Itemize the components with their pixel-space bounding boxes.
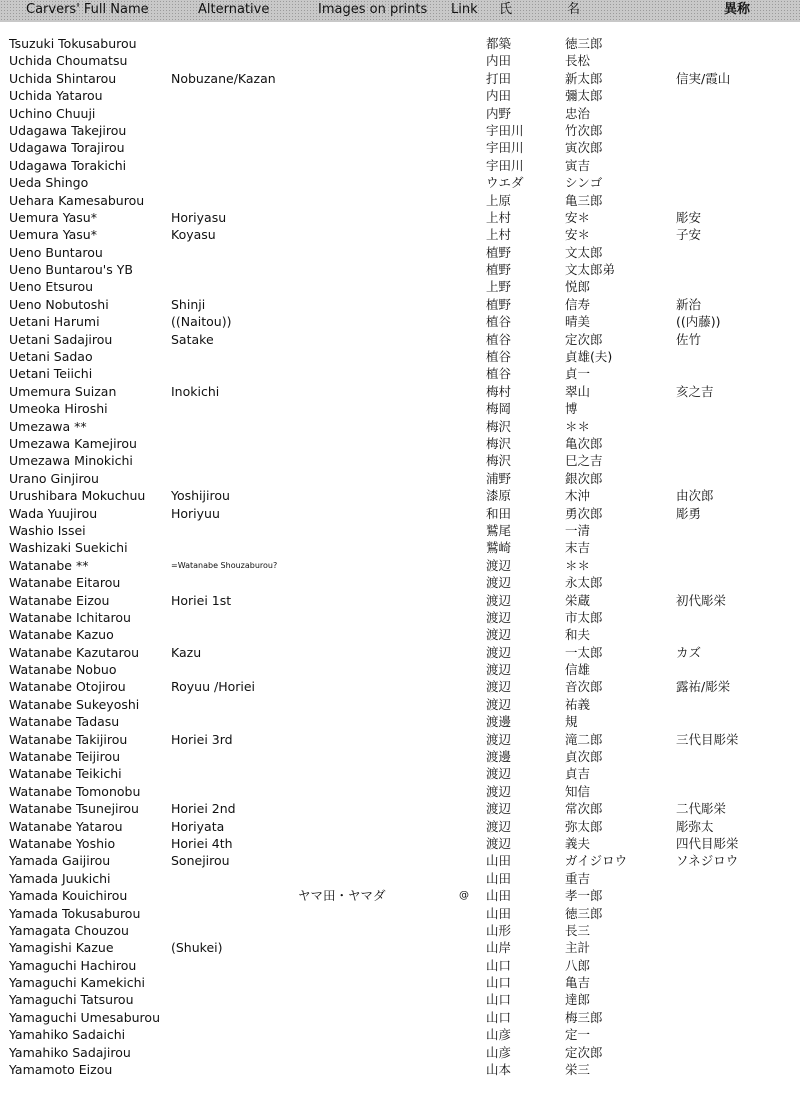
surname-kanji: 宇田川 [486, 140, 524, 156]
table-row [0, 226, 800, 243]
table-row [0, 522, 800, 539]
given-name-kanji: 貞吉 [565, 766, 591, 782]
alternative-name: Sonejirou [171, 853, 230, 869]
surname-kanji: 上村 [486, 209, 512, 225]
given-name-kanji: 祐義 [565, 696, 591, 712]
carver-full-name: Yamaguchi Tatsurou [9, 992, 134, 1008]
carver-full-name: Uetani Sadajirou [9, 331, 113, 347]
table-row [0, 122, 800, 139]
given-name-kanji: 規 [565, 714, 578, 730]
surname-kanji: 植谷 [486, 314, 512, 330]
given-name-kanji: 市太郎 [565, 609, 603, 625]
header-link: Link [451, 2, 478, 17]
given-name-kanji: 一太郎 [565, 644, 603, 660]
carver-full-name: Washizaki Suekichi [9, 540, 128, 556]
table-row [0, 105, 800, 122]
surname-kanji: 渡辺 [486, 696, 512, 712]
surname-kanji: 山本 [486, 1062, 512, 1078]
given-name-kanji: 悦郎 [565, 279, 591, 295]
carver-full-name: Uchida Shintarou [9, 70, 117, 86]
table-row [0, 52, 800, 69]
given-name-kanji: 定次郎 [565, 1044, 603, 1060]
given-name-kanji: 孝一郎 [565, 888, 603, 904]
alias-kanji: 彫勇 [676, 505, 702, 521]
header-images-on-prints: Images on prints [318, 2, 428, 17]
table-row [0, 626, 800, 643]
surname-kanji: 渡辺 [486, 801, 512, 817]
table-row [0, 400, 800, 417]
carver-full-name: Umeoka Hiroshi [9, 401, 108, 417]
surname-kanji: 植野 [486, 296, 512, 312]
table-row [0, 157, 800, 174]
surname-kanji: 梅村 [486, 383, 512, 399]
surname-kanji: 植野 [486, 262, 512, 278]
carver-full-name: Uetani Teiichi [9, 366, 93, 382]
surname-kanji: 渡辺 [486, 818, 512, 834]
table-row [0, 1026, 800, 1043]
table-row [0, 192, 800, 209]
table-row [0, 174, 800, 191]
carver-full-name: Umemura Suizan [9, 383, 117, 399]
table-row [0, 505, 800, 522]
carver-full-name: Ueno Buntarou [9, 244, 103, 260]
header-full-name: Carvers' Full Name [26, 2, 149, 17]
surname-kanji: 漆原 [486, 488, 512, 504]
surname-kanji: 植谷 [486, 366, 512, 382]
table-row [0, 209, 800, 226]
carver-full-name: Wada Yuujirou [9, 505, 98, 521]
carver-full-name: Udagawa Takejirou [9, 122, 127, 138]
carver-full-name: Yamagata Chouzou [9, 922, 129, 938]
carver-full-name: Ueno Nobutoshi [9, 296, 109, 312]
carver-full-name: Watanabe Eitarou [9, 575, 121, 591]
surname-kanji: 山口 [486, 1009, 512, 1025]
carver-full-name: Watanabe Sukeyoshi [9, 696, 140, 712]
given-name-kanji: 常次郎 [565, 801, 603, 817]
carver-full-name: Uchida Yatarou [9, 88, 103, 104]
carver-full-name: Yamada Gaijirou [9, 853, 111, 869]
given-name-kanji: 徳三郎 [565, 36, 603, 51]
given-name-kanji: 忠治 [565, 105, 591, 121]
surname-kanji: 山彦 [486, 1044, 512, 1060]
table-row [0, 678, 800, 695]
table-row [0, 835, 800, 852]
alias-kanji: 亥之吉 [676, 383, 714, 399]
carver-full-name: Tsuzuki Tokusaburou [9, 36, 137, 51]
table-header [0, 0, 800, 22]
surname-kanji: 浦野 [486, 470, 512, 486]
table-row [0, 748, 800, 765]
given-name-kanji: 木沖 [565, 488, 591, 504]
given-name-kanji: 栄蔵 [565, 592, 591, 608]
given-name-kanji: 末吉 [565, 540, 591, 556]
table-row [0, 574, 800, 591]
alias-kanji: 彫安 [676, 209, 702, 225]
given-name-kanji: 定一 [565, 1027, 591, 1043]
given-name-kanji: 新太郎 [565, 70, 603, 86]
table-row [0, 35, 800, 52]
surname-kanji: 山田 [486, 870, 512, 886]
alternative-name: Kazu [171, 644, 202, 660]
carver-full-name: Yamaguchi Umesaburou [9, 1009, 160, 1025]
table-row [0, 435, 800, 452]
surname-kanji: 渡辺 [486, 783, 512, 799]
carver-full-name: Watanabe Kazutarou [9, 644, 140, 660]
given-name-kanji: 徳三郎 [565, 905, 603, 921]
table-row [0, 783, 800, 800]
surname-kanji: 鷲崎 [486, 540, 512, 556]
alternative-name: Horiei 3rd [171, 731, 233, 747]
table-row [0, 470, 800, 487]
surname-kanji: 植野 [486, 244, 512, 260]
given-name-kanji: 重吉 [565, 870, 591, 886]
alternative-name: Shinji [171, 296, 206, 312]
carver-full-name: Yamada Kouichirou [9, 888, 128, 904]
table-row [0, 1009, 800, 1026]
surname-kanji: 山岸 [486, 940, 512, 956]
surname-kanji: 渡辺 [486, 575, 512, 591]
carver-full-name: Yamahiko Sadajirou [9, 1044, 131, 1060]
carver-full-name: Watanabe Yatarou [9, 818, 123, 834]
surname-kanji: 山口 [486, 957, 512, 973]
surname-kanji: 植谷 [486, 331, 512, 347]
table-row [0, 487, 800, 504]
alias-kanji: 二代彫栄 [676, 801, 727, 817]
alternative-name: Horiyasu [171, 209, 227, 225]
surname-kanji: 梅沢 [486, 435, 512, 451]
table-row [0, 887, 800, 904]
given-name-kanji: ガイジロウ [565, 853, 628, 869]
given-name-kanji: 安＊ [565, 227, 591, 243]
given-name-kanji: 貞一 [565, 366, 591, 382]
carver-full-name: Uchida Choumatsu [9, 53, 128, 69]
surname-kanji: 山口 [486, 975, 512, 991]
given-name-kanji: 博 [565, 401, 578, 417]
given-name-kanji: 栄三 [565, 1062, 591, 1078]
surname-kanji: 上原 [486, 192, 512, 208]
surname-kanji: 内野 [486, 105, 512, 121]
surname-kanji: 梅岡 [486, 401, 512, 417]
given-name-kanji: 勇次郎 [565, 505, 603, 521]
alias-kanji: 佐竹 [676, 331, 702, 347]
surname-kanji: 渡辺 [486, 679, 512, 695]
alias-kanji: カズ [676, 644, 702, 660]
table-row [0, 557, 800, 574]
carver-full-name: Urushibara Mokuchuu [9, 488, 146, 504]
given-name-kanji: 亀次郎 [565, 435, 603, 451]
carver-full-name: Watanabe ** [9, 557, 89, 573]
given-name-kanji: 知信 [565, 783, 591, 799]
given-name-kanji: 文太郎弟 [565, 262, 616, 278]
surname-kanji: 山田 [486, 905, 512, 921]
given-name-kanji: 定次郎 [565, 331, 603, 347]
table-row [0, 852, 800, 869]
given-name-kanji: 銀次郎 [565, 470, 603, 486]
alternative-name: Royuu /Horiei [171, 679, 256, 695]
table-row [0, 905, 800, 922]
surname-kanji: ウエダ [486, 175, 524, 191]
given-name-kanji: 翠山 [565, 383, 591, 399]
surname-kanji: 宇田川 [486, 157, 524, 173]
surname-kanji: 山田 [486, 888, 512, 904]
carver-full-name: Watanabe Yoshio [9, 835, 116, 851]
table-row [0, 818, 800, 835]
table-row [0, 70, 800, 87]
table-row [0, 644, 800, 661]
table-row [0, 592, 800, 609]
table-row [0, 1044, 800, 1061]
carver-full-name: Uemura Yasu* [9, 227, 97, 243]
given-name-kanji: 一清 [565, 522, 591, 538]
table-row [0, 348, 800, 365]
carver-full-name: Watanabe Kazuo [9, 627, 114, 643]
alternative-name: ((Naitou)) [171, 314, 232, 330]
alternative-name: Horiei 1st [171, 592, 232, 608]
carver-full-name: Uchino Chuuji [9, 105, 96, 121]
table-row [0, 261, 800, 278]
table-row [0, 696, 800, 713]
surname-kanji: 和田 [486, 505, 512, 521]
header-mei: 名 [567, 2, 581, 17]
alias-kanji: 子安 [676, 227, 702, 243]
table-row [0, 661, 800, 678]
alternative-name: =Watanabe Shouzaburou? [171, 560, 278, 570]
table-row [0, 870, 800, 887]
carver-full-name: Uetani Sadao [9, 349, 93, 365]
table-row [0, 331, 800, 348]
surname-kanji: 梅沢 [486, 453, 512, 469]
given-name-kanji: 主計 [565, 940, 591, 956]
carver-full-name: Uemura Yasu* [9, 209, 97, 225]
table-row [0, 87, 800, 104]
carver-full-name: Watanabe Teikichi [9, 766, 122, 782]
table-row [0, 800, 800, 817]
carver-full-name: Ueno Buntarou's YB [9, 262, 133, 278]
given-name-kanji: 梅三郎 [565, 1009, 603, 1025]
alias-kanji: 由次郎 [676, 488, 714, 504]
table-row [0, 296, 800, 313]
surname-kanji: 内田 [486, 53, 512, 69]
carver-full-name: Yamahiko Sadaichi [9, 1027, 126, 1043]
carver-full-name: Watanabe Tsunejirou [9, 801, 139, 817]
carver-full-name: Uehara Kamesaburou [9, 192, 145, 208]
surname-kanji: 山形 [486, 922, 512, 938]
given-name-kanji: ＊＊ [565, 418, 591, 434]
given-name-kanji: 寅次郎 [565, 140, 603, 156]
surname-kanji: 渡辺 [486, 835, 512, 851]
table-row [0, 418, 800, 435]
surname-kanji: 渡辺 [486, 592, 512, 608]
carver-full-name: Yamaguchi Kamekichi [9, 975, 145, 991]
table-row [0, 765, 800, 782]
given-name-kanji: 永太郎 [565, 575, 603, 591]
surname-kanji: 打田 [486, 70, 512, 86]
surname-kanji: 山田 [486, 853, 512, 869]
alias-kanji: 初代彫栄 [676, 592, 727, 608]
given-name-kanji: 和夫 [565, 627, 591, 643]
alias-kanji: 露祐/彫栄 [676, 679, 731, 695]
surname-kanji: 鷲尾 [486, 522, 512, 538]
surname-kanji: 山彦 [486, 1027, 512, 1043]
header-alternative: Alternative [198, 2, 270, 17]
table-row [0, 713, 800, 730]
given-name-kanji: 長三 [565, 922, 591, 938]
header-itei: 異称 [724, 2, 751, 17]
table-row [0, 365, 800, 382]
given-name-kanji: シンゴ [565, 175, 603, 191]
alias-kanji: 四代目彫栄 [676, 835, 739, 851]
surname-kanji: 都築 [486, 36, 512, 51]
given-name-kanji: 信雄 [565, 662, 591, 678]
carver-full-name: Watanabe Nobuo [9, 662, 117, 678]
link-mark: @ [459, 890, 469, 902]
alternative-name: Satake [171, 331, 214, 347]
table-row [0, 139, 800, 156]
header-sei: 氏 [499, 2, 513, 17]
carver-full-name: Umezawa Kamejirou [9, 435, 137, 451]
surname-kanji: 渡辺 [486, 662, 512, 678]
table-row [0, 452, 800, 469]
surname-kanji: 渡邊 [486, 714, 512, 730]
carver-full-name: Yamagishi Kazue [9, 940, 114, 956]
surname-kanji: 上村 [486, 227, 512, 243]
table-row [0, 939, 800, 956]
surname-kanji: 渡辺 [486, 627, 512, 643]
carver-full-name: Watanabe Tomonobu [9, 783, 141, 799]
surname-kanji: 渡辺 [486, 731, 512, 747]
given-name-kanji: ＊＊ [565, 557, 591, 573]
given-name-kanji: 八郎 [565, 957, 591, 973]
surname-kanji: 上野 [486, 279, 512, 295]
alias-kanji: 信実/霞山 [676, 70, 731, 86]
surname-kanji: 山口 [486, 992, 512, 1008]
surname-kanji: 梅沢 [486, 418, 512, 434]
carver-full-name: Umezawa Minokichi [9, 453, 133, 469]
alias-kanji: ((内藤)) [676, 314, 721, 330]
carver-full-name: Umezawa ** [9, 418, 87, 434]
table-row [0, 957, 800, 974]
table-row [0, 991, 800, 1008]
alias-kanji: 新治 [676, 296, 702, 312]
given-name-kanji: 義夫 [565, 835, 591, 851]
alias-kanji: 三代目彫栄 [676, 731, 739, 747]
carver-full-name: Yamaguchi Hachirou [9, 957, 137, 973]
given-name-kanji: 音次郎 [565, 679, 603, 695]
images-on-prints: ヤマ田・ヤマダ [298, 888, 386, 904]
table-row [0, 609, 800, 626]
carver-full-name: Washio Issei [9, 522, 86, 538]
table-row [0, 922, 800, 939]
carver-full-name: Yamada Juukichi [9, 870, 111, 886]
given-name-kanji: 亀三郎 [565, 192, 603, 208]
given-name-kanji: 寅吉 [565, 157, 591, 173]
alternative-name: Yoshijirou [171, 488, 230, 504]
surname-kanji: 渡辺 [486, 609, 512, 625]
surname-kanji: 宇田川 [486, 122, 524, 138]
carver-full-name: Watanabe Eizou [9, 592, 110, 608]
alternative-name: Horiei 4th [171, 835, 233, 851]
carver-full-name: Udagawa Torajirou [9, 140, 125, 156]
table-row [0, 244, 800, 261]
carver-full-name: Watanabe Teijirou [9, 749, 121, 765]
given-name-kanji: 晴美 [565, 314, 591, 330]
carver-full-name: Watanabe Ichitarou [9, 609, 131, 625]
given-name-kanji: 長松 [565, 53, 591, 69]
given-name-kanji: 弥太郎 [565, 818, 603, 834]
surname-kanji: 植谷 [486, 349, 512, 365]
alias-kanji: 彫弥太 [676, 818, 714, 834]
given-name-kanji: 巳之吉 [565, 453, 603, 469]
alternative-name: Horiyuu [171, 505, 220, 521]
carver-full-name: Ueda Shingo [9, 175, 89, 191]
table-row [0, 278, 800, 295]
table-row [0, 974, 800, 991]
alternative-name: Inokichi [171, 383, 220, 399]
carver-full-name: Watanabe Takijirou [9, 731, 128, 747]
table-row [0, 1061, 800, 1078]
alternative-name: Koyasu [171, 227, 216, 243]
carver-full-name: Yamada Tokusaburou [9, 905, 141, 921]
alternative-name: (Shukei) [171, 940, 223, 956]
given-name-kanji: 信寿 [565, 296, 591, 312]
given-name-kanji: 貞雄(夫) [565, 349, 613, 365]
carver-full-name: Watanabe Otojirou [9, 679, 126, 695]
surname-kanji: 渡邊 [486, 749, 512, 765]
table-row [0, 539, 800, 556]
carver-full-name: Uetani Harumi [9, 314, 100, 330]
given-name-kanji: 滝二郎 [565, 731, 603, 747]
alternative-name: Horiyata [171, 818, 225, 834]
given-name-kanji: 竹次郎 [565, 122, 603, 138]
given-name-kanji: 貞次郎 [565, 749, 603, 765]
surname-kanji: 渡辺 [486, 766, 512, 782]
carver-full-name: Udagawa Torakichi [9, 157, 127, 173]
table-row [0, 313, 800, 330]
alternative-name: Horiei 2nd [171, 801, 236, 817]
table-row [0, 383, 800, 400]
carver-full-name: Urano Ginjirou [9, 470, 99, 486]
table-row [0, 731, 800, 748]
given-name-kanji: 彌太郎 [565, 88, 603, 104]
surname-kanji: 渡辺 [486, 644, 512, 660]
given-name-kanji: 亀吉 [565, 975, 591, 991]
carver-full-name: Ueno Etsurou [9, 279, 94, 295]
table-body [0, 35, 800, 1078]
given-name-kanji: 安＊ [565, 209, 591, 225]
surname-kanji: 内田 [486, 88, 512, 104]
carver-full-name: Watanabe Tadasu [9, 714, 120, 730]
alternative-name: Nobuzane/Kazan [171, 70, 276, 86]
alias-kanji: ソネジロウ [676, 853, 739, 869]
surname-kanji: 渡辺 [486, 557, 512, 573]
given-name-kanji: 文太郎 [565, 244, 603, 260]
carver-full-name: Yamamoto Eizou [9, 1062, 113, 1078]
given-name-kanji: 達郎 [565, 992, 591, 1008]
